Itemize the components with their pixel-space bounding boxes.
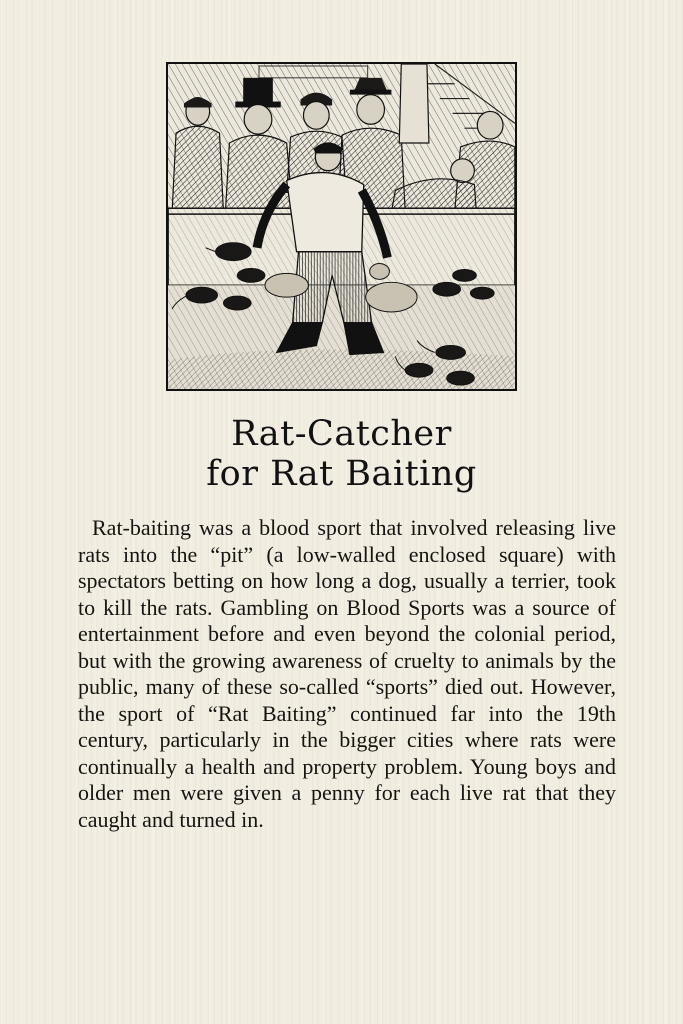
page-title <box>0 414 683 494</box>
title-line-2: for Rat Baiting <box>206 454 477 494</box>
rat-pit-engraving-icon <box>166 62 517 391</box>
body-paragraph: Rat-baiting was a blood sport that involved releasing live rats into the “pit” (a low-walled enclosed square) with spectators betting on how long a dog, usually a terrier, took to kill the rats. Gambling on Blood Sports was a source of entertainment before and even beyond the colonial period, but with the growing awareness of cruelty to animals by the public, many of these so-called “sports” died out. However, the sport of “Rat Baiting” continued far into the 19th century, particularly in the bigger cities where rats were continually a health and property problem. Young boys and older men were given a penny for each live rat that they caught and turned in. <box>78 515 616 832</box>
title-line-1: Rat-Catcher <box>231 414 452 454</box>
